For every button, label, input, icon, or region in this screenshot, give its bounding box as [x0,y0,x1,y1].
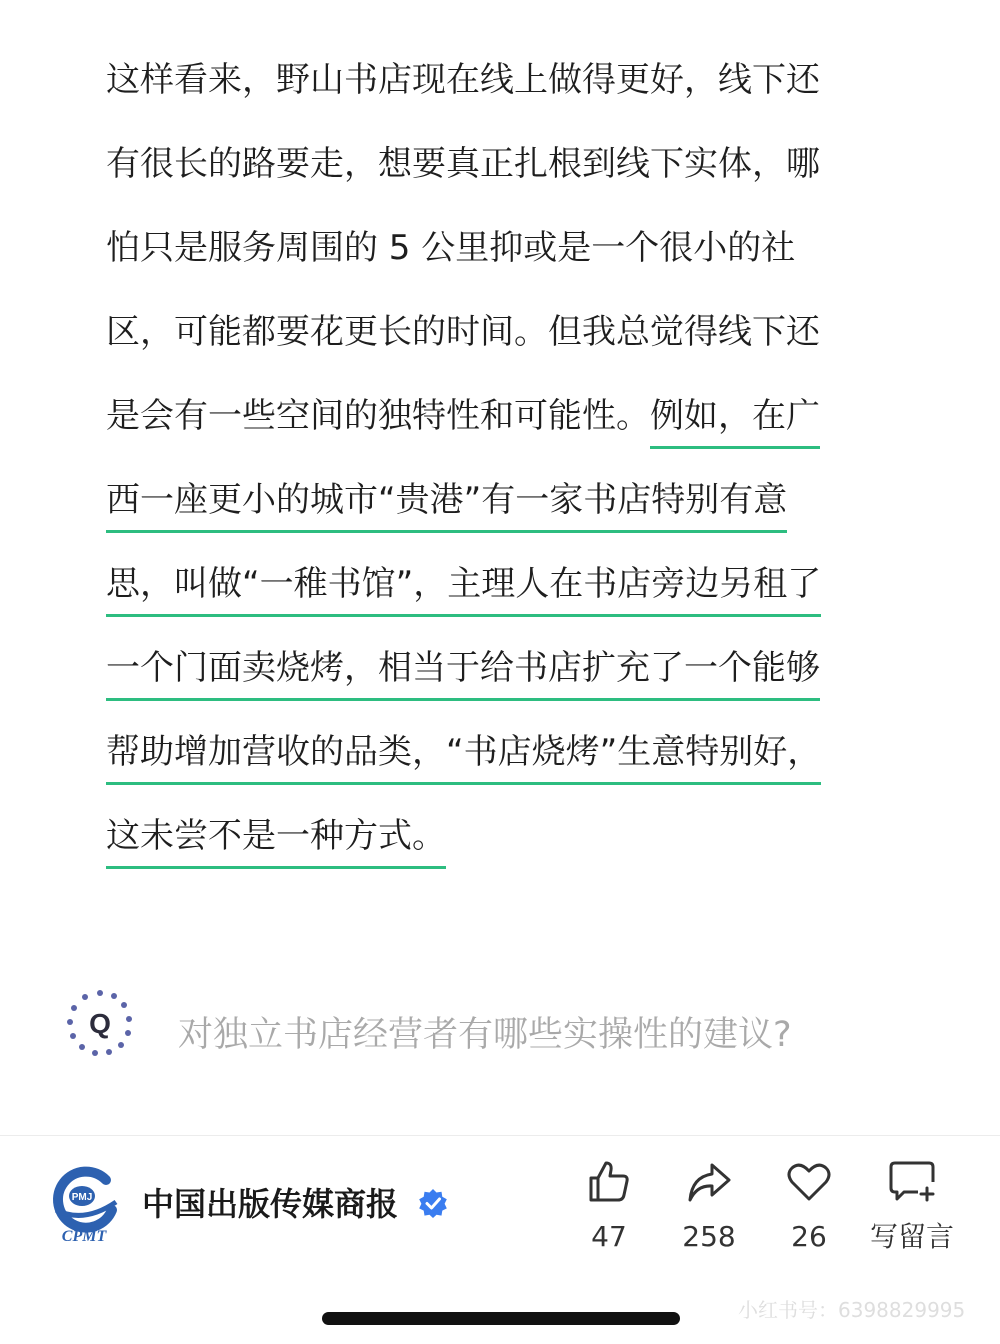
thumbs-up-icon [585,1158,633,1206]
comment-add-icon [888,1158,936,1206]
article-text: 这样看来，野山书店现在线上做得更好，线下还 [106,60,820,100]
svg-text:CPMT: CPMT [61,1228,107,1244]
article-line [106,224,896,272]
write-comment-label: 写留言 [869,1220,954,1253]
like-count: 47 [591,1220,627,1253]
write-comment-button[interactable] [862,1158,962,1254]
svg-text:PMJ: PMJ [71,1192,93,1203]
article-line [106,140,896,188]
highlighted-text: 例如，在广 [650,392,820,449]
article-text: 区，可能都要花更长的时间。但我总觉得线下还 [106,312,820,352]
share-count: 258 [682,1220,736,1253]
highlighted-text: 帮助增加营收的品类，“书店烧烤”生意特别好， [106,728,821,785]
related-question[interactable] [64,985,964,1085]
question-text[interactable]: 对独立书店经营者有哪些实操性的建议? [178,1015,792,1055]
article-line [106,812,896,860]
article-line [106,560,896,608]
article-text: 怕只是服务周围的 5 公里抑或是一个很小的社 [106,228,796,268]
like-button[interactable] [564,1158,654,1254]
highlighted-text: 这未尝不是一种方式。 [106,812,446,869]
watermark: 小红书号：6398829995 [738,1298,966,1322]
cpmt-logo [46,1166,122,1244]
article-line [106,728,896,776]
favorite-button[interactable] [764,1158,854,1254]
svg-text:Q: Q [89,1008,111,1039]
article-text: 有很长的路要走，想要真正扎根到线下实体，哪 [106,144,820,184]
heart-icon [785,1158,833,1206]
share-icon [685,1158,733,1206]
bottom-bar [0,1135,1000,1344]
highlighted-text: 西一座更小的城市“贵港”有一家书店特别有意 [106,476,787,533]
share-button[interactable] [664,1158,754,1254]
verified-badge-icon [418,1188,448,1218]
article-line [106,644,896,692]
article-line [106,476,896,524]
article-line [106,392,896,440]
article-text: 是会有一些空间的独特性和可能性。 [106,396,650,436]
home-indicator[interactable] [322,1312,680,1325]
favorite-count: 26 [791,1220,827,1253]
highlighted-text: 思，叫做“一稚书馆”，主理人在书店旁边另租了 [106,560,821,617]
highlighted-text: 一个门面卖烧烤，相当于给书店扩充了一个能够 [106,644,820,701]
q-question-icon [66,989,134,1057]
article-line [106,56,896,104]
article-line [106,308,896,356]
publisher-name[interactable]: 中国出版传媒商报 [142,1185,399,1223]
